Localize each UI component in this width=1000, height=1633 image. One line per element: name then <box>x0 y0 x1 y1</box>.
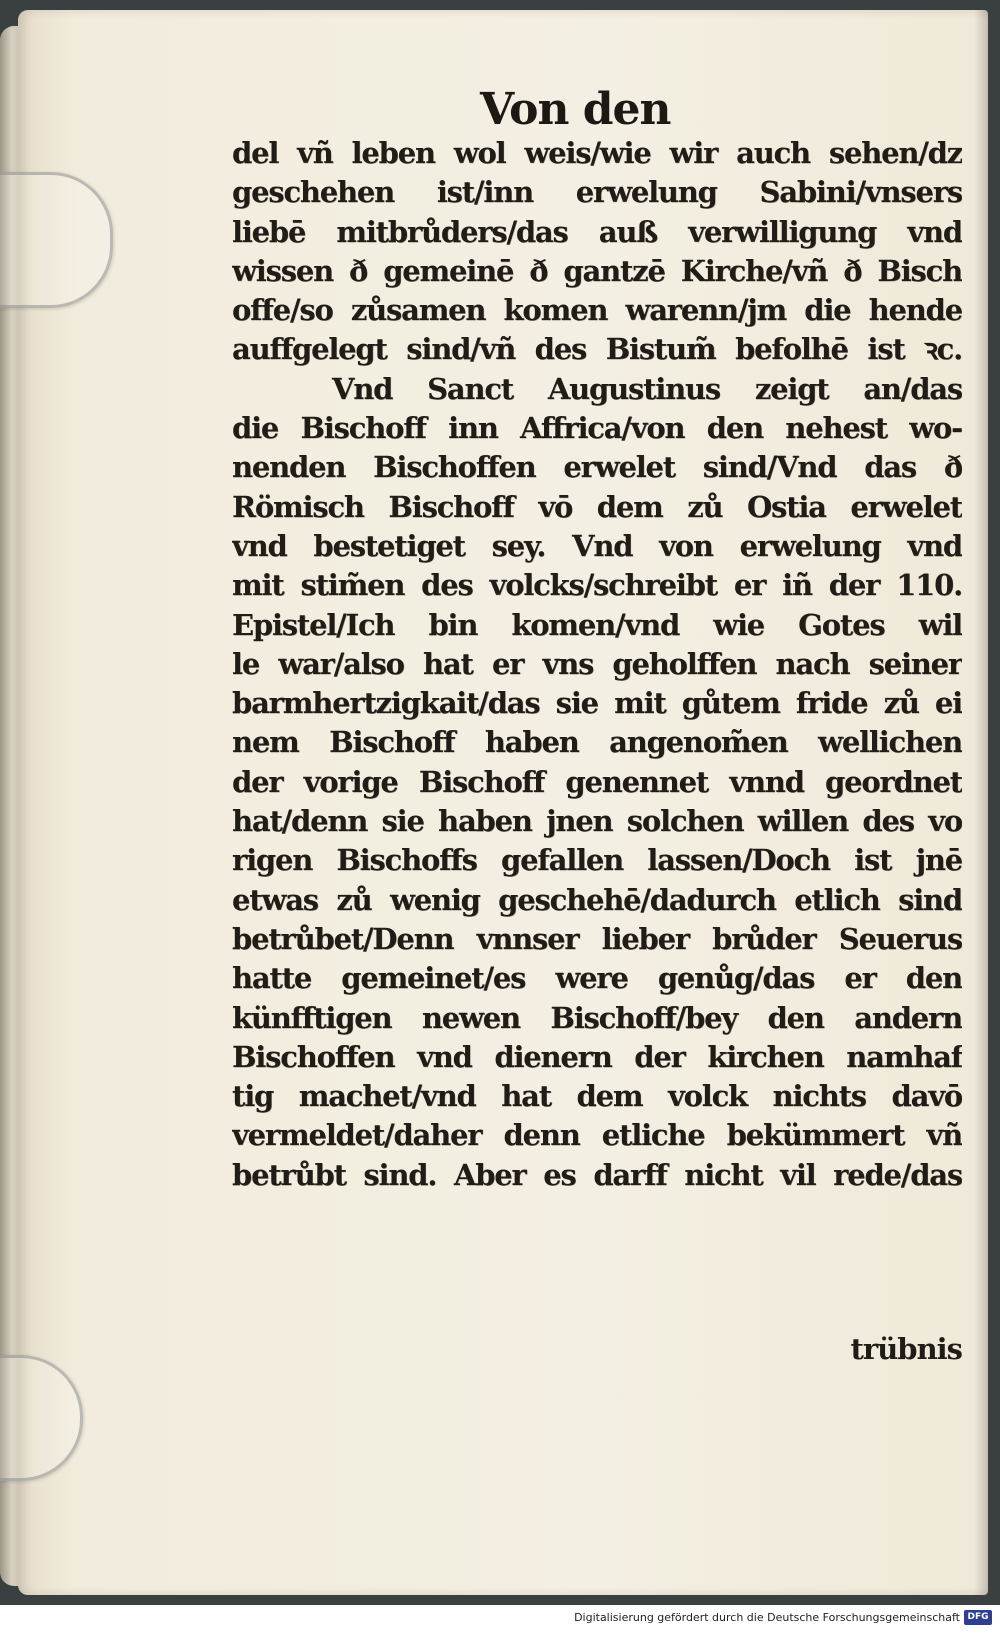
running-head: Von den <box>480 84 671 135</box>
text-line: künfftigen newen Bischoff/bey den andern <box>232 1000 962 1035</box>
text-line: vermeldet/daher denn etliche bekümmert vñ <box>232 1118 962 1153</box>
funding-credit: Digitalisierung gefördert durch die Deutsche Forschungsgemeinschaft <box>574 1611 960 1624</box>
text-line: betrůbt sind. Aber es darff nicht vil rede/das <box>232 1157 962 1192</box>
text-line: vnd bestetiget sey. Vnd von erwelung vnd <box>232 528 962 563</box>
text-line: hat/denn sie haben jnen solchen willen des vo <box>232 804 962 839</box>
text-line: geschehen ist/inn erwelung Sabini/vnsers <box>232 175 962 210</box>
text-line: der vorige Bischoff genennet vnnd geordnet <box>232 764 962 799</box>
text-line: auffgelegt sind/vñ des Bistum̃ befolhē ist ꝛc. <box>232 332 962 367</box>
body-text <box>232 134 962 1195</box>
text-line: etwas zů wenig geschehē/dadurch etlich sind <box>232 882 962 917</box>
text-line: rigen Bischoffs gefallen lassen/Doch ist jnē <box>232 843 962 878</box>
text-line: mit stim̃en des volcks/schreibt er iñ der 110. <box>232 568 962 603</box>
text-line: wissen ð gemeinē ð gantzē Kirche/vñ ð Bisch <box>232 253 962 288</box>
gutter-shadow <box>974 10 988 1595</box>
text-line: nenden Bischoffen erwelet sind/Vnd das ð <box>232 450 962 485</box>
text-line: liebē mitbrůders/das auß verwilligung vnd <box>232 214 962 249</box>
page-clip-top <box>0 172 113 308</box>
text-line: nem Bischoff haben angenom̃en wellichen <box>232 725 962 760</box>
text-line: offe/so zůsamen komen warenn/jm die hende <box>232 293 962 328</box>
text-line: le war/also hat er vns geholffen nach seiner <box>232 646 962 681</box>
text-line: del vñ leben wol weis/wie wir auch sehen/dz <box>232 136 962 170</box>
catchword: trübnis <box>850 1332 962 1366</box>
text-line: betrůbet/Denn vnnser lieber brůder Seuerus <box>232 921 962 956</box>
text-line: Bischoffen vnd dienern der kirchen namhaf <box>232 1039 962 1074</box>
text-line: tig machet/vnd hat dem volck nichts davō <box>232 1079 962 1114</box>
text-line: Römisch Bischoff vō dem zů Ostia erwelet <box>232 489 962 524</box>
text-line: Epistel/Ich bin komen/vnd wie Gotes wil <box>232 607 962 642</box>
dfg-logo-icon: DFG <box>964 1610 992 1625</box>
footer-bar <box>0 1605 1000 1633</box>
text-line: hatte gemeinet/es were genůg/das er den <box>232 961 962 996</box>
text-line: die Bischoff inn Affrica/von den nehest wo- <box>232 411 962 446</box>
text-line: barmhertzigkait/das sie mit gůtem fride zů ei <box>232 686 962 721</box>
text-line: Vnd Sanct Augustinus zeigt an/das <box>332 371 962 406</box>
